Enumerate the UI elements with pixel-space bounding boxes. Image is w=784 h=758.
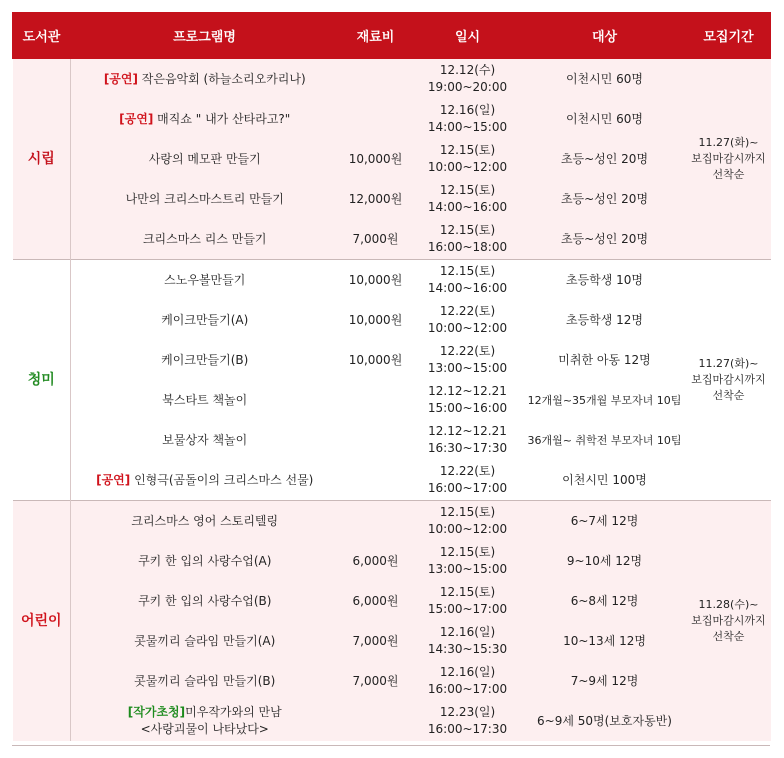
program-title: 스노우볼만들기 [164,272,246,287]
date-text: 12.16(일) [439,625,496,639]
target-cell: 10~13세 12명 [523,621,687,661]
period-rule: 선착순 [712,389,745,402]
program-name [71,420,339,460]
time-text: 16:00~17:00 [427,682,508,696]
date-text: 12.16(일) [439,665,496,679]
datetime-cell [413,59,523,100]
program-name [71,380,339,420]
time-text: 14:00~15:00 [427,120,508,134]
header-datetime: 일시 [413,13,523,59]
program-title: 쿠키 한 입의 사랑수업(B) [138,593,272,608]
datetime-cell [413,621,523,661]
time-text: 16:30~17:30 [427,441,508,455]
target-cell: 미취한 아동 12명 [523,340,687,380]
program-name [71,179,339,219]
target-cell: 초등~성인 20명 [523,219,687,260]
table-row [13,621,771,661]
program-name [71,581,339,621]
datetime-cell [413,420,523,460]
time-text: 14:00~16:00 [427,200,508,214]
date-text: 12.12~12.21 [428,424,507,438]
datetime-cell [413,501,523,542]
target-cell: 6~7세 12명 [523,501,687,542]
program-title: 콧물끼리 슬라임 만들기(B) [134,673,276,688]
datetime-cell [413,99,523,139]
program-name [71,541,339,581]
target-cell: 이천시민 100명 [523,460,687,501]
program-title: 쿠키 한 입의 사랑수업(A) [138,553,272,568]
table-row [13,179,771,219]
target-cell: 6~8세 12명 [523,581,687,621]
fee-cell [339,59,413,100]
fee-cell [339,99,413,139]
period-until: 보집마감시까지 [691,152,766,165]
header-period: 모집기간 [687,13,771,59]
program-tag: [공연] [119,111,154,126]
program-name [71,621,339,661]
datetime-cell [413,219,523,260]
date-text: 12.15(토) [439,545,496,559]
period-until: 보집마감시까지 [691,373,766,386]
time-text: 14:30~15:30 [427,642,508,656]
datetime-cell [413,179,523,219]
period-rule: 선착순 [712,168,745,181]
library-name: 시립 [13,59,71,260]
program-tag: [작가초청] [127,705,186,719]
time-text: 15:00~17:00 [427,602,508,616]
fee-cell [339,701,413,741]
fee-cell: 10,000원 [339,139,413,179]
datetime-cell [413,460,523,501]
table-bottom-border [12,745,770,746]
fee-cell: 10,000원 [339,340,413,380]
datetime-cell [413,300,523,340]
program-title: 크리스마스 영어 스토리텔링 [131,513,279,528]
time-text: 16:00~17:30 [427,722,508,736]
period-until: 보집마감시까지 [691,614,766,627]
program-title: 북스타트 책놀이 [162,392,248,407]
date-text: 12.12(수) [439,63,496,77]
table-row [13,139,771,179]
table-row [13,340,771,380]
table-row [13,661,771,701]
time-text: 10:00~12:00 [427,321,508,335]
period-cell [687,501,771,742]
program-name [71,99,339,139]
period-rule: 선착순 [712,630,745,643]
table-row [13,59,771,100]
table-row [13,581,771,621]
program-subtitle: <사랑괴물이 나타났다> [140,722,269,736]
header-library: 도서관 [13,13,71,59]
library-name: 어린이 [13,501,71,742]
fee-cell: 7,000원 [339,621,413,661]
fee-cell: 7,000원 [339,661,413,701]
period-cell [687,59,771,260]
program-title: 케이크만들기(A) [161,312,249,327]
date-text: 12.22(토) [439,304,496,318]
program-name [71,59,339,100]
time-text: 13:00~15:00 [427,361,508,375]
fee-cell [339,460,413,501]
target-cell: 초등학생 12명 [523,300,687,340]
program-title: 크리스마스 리스 만들기 [142,231,267,246]
date-text: 12.15(토) [439,264,496,278]
table-row [13,541,771,581]
program-name [71,460,339,501]
program-name [71,661,339,701]
header-target: 대상 [523,13,687,59]
datetime-cell [413,541,523,581]
datetime-cell [413,380,523,420]
program-name [71,501,339,542]
fee-cell: 10,000원 [339,300,413,340]
program-name [71,260,339,301]
program-title: 보물상자 책놀이 [162,432,248,447]
target-cell: 36개월~ 취학전 부모자녀 10팀 [523,420,687,460]
program-name [71,701,339,741]
target-cell: 이천시민 60명 [523,59,687,100]
time-text: 15:00~16:00 [427,401,508,415]
date-text: 12.23(일) [439,705,496,719]
table-row [13,701,771,741]
datetime-cell [413,340,523,380]
target-cell: 6~9세 50명(보호자동반) [523,701,687,741]
table-header-row [13,13,771,59]
table-row [13,99,771,139]
fee-cell [339,420,413,460]
date-text: 12.15(토) [439,183,496,197]
target-cell: 초등~성인 20명 [523,139,687,179]
time-text: 13:00~15:00 [427,562,508,576]
program-name [71,219,339,260]
date-text: 12.15(토) [439,143,496,157]
datetime-cell [413,260,523,301]
table-row [13,219,771,260]
date-text: 12.16(일) [439,103,496,117]
time-text: 19:00~20:00 [427,80,508,94]
table-row [13,501,771,542]
target-cell: 초등학생 10명 [523,260,687,301]
time-text: 16:00~18:00 [427,240,508,254]
table-row [13,260,771,301]
time-text: 14:00~16:00 [427,281,508,295]
fee-cell: 10,000원 [339,260,413,301]
target-cell: 이천시민 60명 [523,99,687,139]
datetime-cell [413,661,523,701]
table-row [13,420,771,460]
program-name [71,139,339,179]
table-row [13,380,771,420]
target-cell: 9~10세 12명 [523,541,687,581]
target-cell: 12개월~35개월 부모자녀 10팀 [523,380,687,420]
fee-cell: 6,000원 [339,581,413,621]
program-title: 사랑의 메모판 만들기 [148,151,261,166]
fee-cell: 12,000원 [339,179,413,219]
table-row [13,460,771,501]
table-row [13,300,771,340]
period-start: 11.27(화)~ [698,136,759,149]
period-start: 11.28(수)~ [698,598,759,611]
date-text: 12.22(토) [439,464,496,478]
program-title: 인형극(곰돌이의 크리스마스 선물) [130,472,314,487]
fee-cell: 7,000원 [339,219,413,260]
datetime-cell [413,701,523,741]
fee-cell [339,501,413,542]
program-schedule-table [12,12,771,741]
program-title: 케이크만들기(B) [161,352,249,367]
library-name: 청미 [13,260,71,501]
date-text: 12.15(토) [439,223,496,237]
datetime-cell [413,139,523,179]
header-fee: 재료비 [339,13,413,59]
period-start: 11.27(화)~ [698,357,759,370]
program-title: 미우작가와의 만남 [185,705,282,719]
program-title: 매직쇼 " 내가 산타라고?" [153,111,291,126]
date-text: 12.15(토) [439,505,496,519]
period-cell [687,260,771,501]
fee-cell: 6,000원 [339,541,413,581]
fee-cell [339,380,413,420]
time-text: 10:00~12:00 [427,160,508,174]
date-text: 12.22(토) [439,344,496,358]
program-tag: [공연] [103,71,138,86]
date-text: 12.15(토) [439,585,496,599]
time-text: 16:00~17:00 [427,481,508,495]
program-title: 작은음악회 (하늘소리오카리나) [137,71,306,86]
date-text: 12.12~12.21 [428,384,507,398]
target-cell: 초등~성인 20명 [523,179,687,219]
header-program: 프로그램명 [71,13,339,59]
target-cell: 7~9세 12명 [523,661,687,701]
time-text: 10:00~12:00 [427,522,508,536]
program-name [71,340,339,380]
program-tag: [공연] [96,472,131,487]
program-title: 콧물끼리 슬라임 만들기(A) [134,633,276,648]
program-name [71,300,339,340]
program-title: 나만의 크리스마스트리 만들기 [125,191,284,206]
datetime-cell [413,581,523,621]
